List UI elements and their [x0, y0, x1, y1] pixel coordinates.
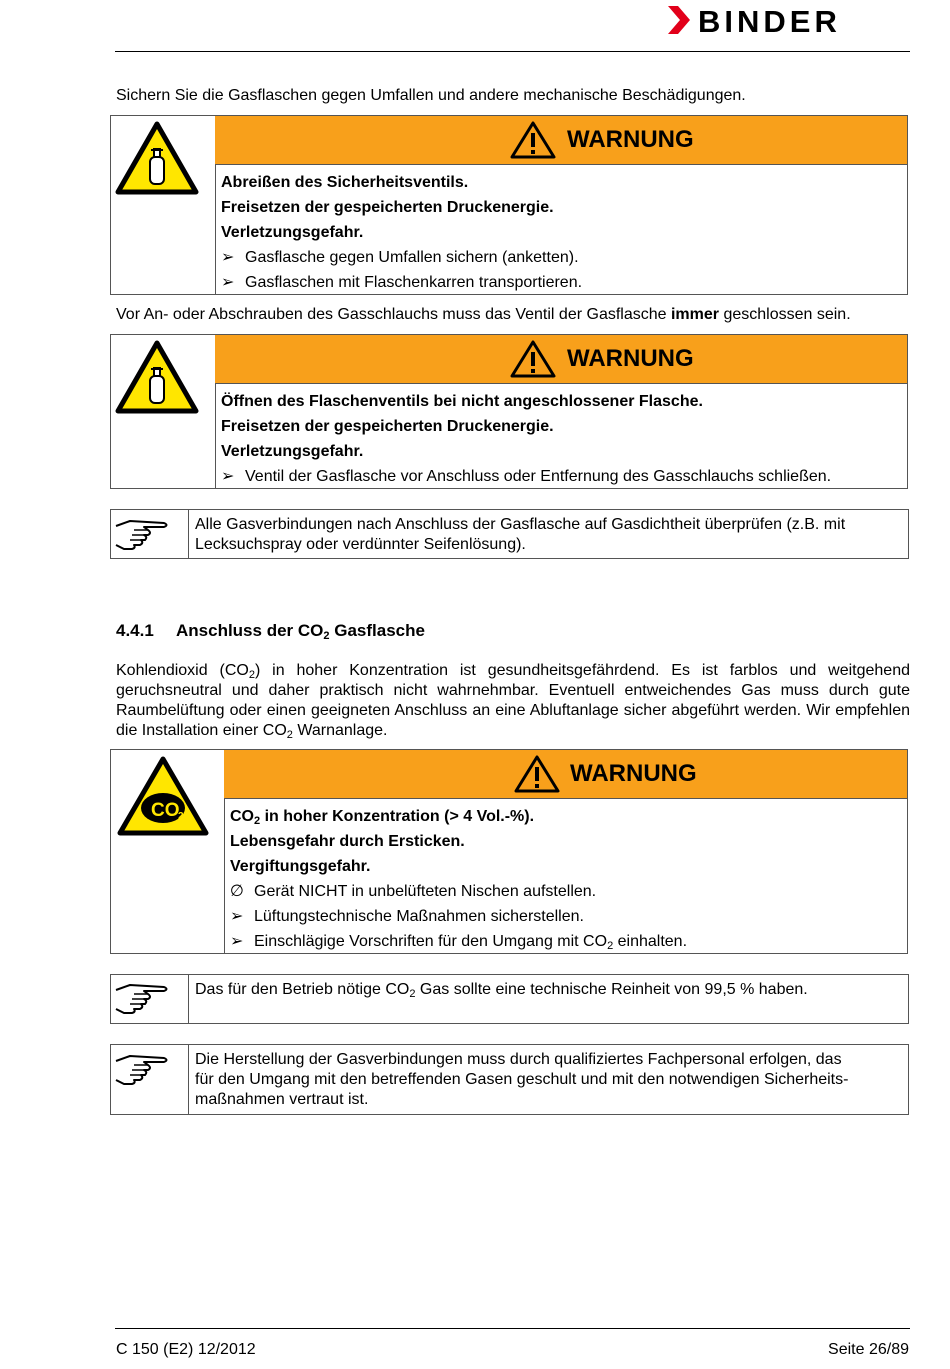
warning-triangle-icon: [509, 120, 557, 160]
warning-line: Freisetzen der gespeicherten Druckenergie.: [221, 199, 554, 216]
warning-line: Freisetzen der gespeicherten Druckenergie.: [221, 418, 554, 435]
svg-text:2: 2: [178, 811, 184, 822]
arrow-bullet-icon: ➢: [221, 468, 235, 485]
intro-text-1: Sichern Sie die Gasflaschen gegen Umfallen und andere mechanische Beschädigungen.: [116, 87, 746, 104]
note-box-1: [110, 509, 909, 559]
warning-line: Öffnen des Flaschenventils bei nicht angeschlossener Flasche.: [221, 393, 703, 410]
arrow-bullet-icon: ➢: [221, 274, 235, 291]
note-text: Die Herstellung der Gasverbindungen muss durch qualifiziertes Fachpersonal erfolgen, das für den Umgang mit den betreffenden Gasen geschult und mit den notwendigen Sicherheits- maßnahmen vertraut ist.: [195, 1051, 849, 1108]
warning-prohibition: ∅ Gerät NICHT in unbelüfteten Nischen aufstellen.: [230, 879, 901, 904]
warning-bullet: ➢ Einschlägige Vorschriften für den Umgang mit $CO_2$ einhalten.: [230, 929, 901, 954]
warning-line: Abreißen des Sicherheitsventils.: [221, 174, 469, 191]
section-number: 4.4.1: [116, 621, 154, 640]
footer-document-id: C 150 (E2) 12/2012: [116, 1341, 256, 1358]
warning-title: WARNUNG: [567, 126, 694, 153]
note-text: Das für den Betrieb nötige $CO_2$ Gas sollte eine technische Reinheit von 99,5 % haben.: [195, 981, 808, 1000]
pointing-hand-icon: [114, 980, 170, 1016]
warning-icon-cell: [111, 750, 225, 953]
note-icon-cell: [111, 510, 189, 558]
warning-icon-cell: [111, 116, 216, 294]
warning-bullet: ➢ Ventil der Gasflasche vor Anschluss oder Entfernung des Gasschlauchs schließen.: [221, 464, 901, 489]
section-heading: 4.4.1 Anschluss der $CO_2$ Gasflasche: [116, 621, 425, 642]
arrow-bullet-icon: ➢: [230, 933, 244, 950]
warning-bullet: ➢ Gasflasche gegen Umfallen sichern (anketten).: [221, 245, 901, 270]
binder-logo: [668, 4, 910, 36]
note-icon-cell: [111, 1045, 189, 1114]
warning-line: Vergiftungsgefahr.: [230, 858, 371, 875]
warning-line: Verletzungsgefahr.: [221, 443, 364, 460]
warning-title: WARNUNG: [570, 760, 697, 787]
warning-triangle-icon: [509, 339, 557, 379]
note-box-2: [110, 974, 909, 1024]
note-icon-cell: [111, 975, 189, 1023]
body-paragraph: Kohlendioxid $(CO_2)$ in hoher Konzentration ist gesundheitsgefährdend. Es ist farblos und weitgehend geruchsneutral und daher praktisch nicht wahrnehmbar. Eventuell entweichendes Gas muss durch gute Raumbelüftung oder einen geeigneten Anschluss an eine Abluftanlage sicher abgeführt werden. Wir empfehlen die Installation einer $CO_2$ Warnanlage.: [116, 662, 910, 741]
prohibition-icon: ∅: [230, 883, 244, 900]
warning-line: $CO_2$ in hoher Konzentration (> 4 Vol.-%).: [230, 808, 535, 827]
warning-header: [215, 335, 907, 384]
logo-text: BINDER: [698, 4, 841, 36]
arrow-bullet-icon: ➢: [230, 908, 244, 925]
warning-box-1: [110, 115, 908, 295]
warning-line: Verletzungsgefahr.: [221, 224, 364, 241]
intro-text-2: Vor An- oder Abschrauben des Gasschlauchs muss das Ventil der Gasflasche immer geschlossen sein.: [116, 306, 851, 323]
warning-box-3: [110, 749, 908, 954]
warning-title: WARNUNG: [567, 345, 694, 372]
footer-rule: [115, 1328, 910, 1329]
warning-bullet: ➢ Lüftungstechnische Maßnahmen sicherstellen.: [230, 904, 901, 929]
warning-header: [224, 750, 907, 799]
warning-triangle-icon: [513, 754, 561, 794]
warning-header: [215, 116, 907, 165]
gas-cylinder-hazard-icon: [115, 340, 199, 414]
note-box-3: [110, 1044, 909, 1115]
logo-arrow-icon: [668, 6, 690, 34]
co2-hazard-icon: [117, 756, 209, 836]
arrow-bullet-icon: ➢: [221, 249, 235, 266]
warning-box-2: [110, 334, 908, 489]
pointing-hand-icon: [114, 1051, 170, 1087]
gas-cylinder-hazard-icon: [115, 121, 199, 195]
warning-bullet: ➢ Gasflaschen mit Flaschenkarren transportieren.: [221, 270, 901, 295]
header-rule: [115, 51, 910, 52]
svg-text:CO: CO: [151, 800, 180, 821]
warning-line: Lebensgefahr durch Ersticken.: [230, 833, 465, 850]
footer-page-number: Seite 26/89: [828, 1341, 909, 1358]
warning-icon-cell: [111, 335, 216, 488]
note-text: Alle Gasverbindungen nach Anschluss der Gasflasche auf Gasdichtheit überprüfen (z.B. mit Lecksuchspray oder verdünnter Seifenlösung).: [195, 516, 846, 553]
pointing-hand-icon: [114, 516, 170, 552]
